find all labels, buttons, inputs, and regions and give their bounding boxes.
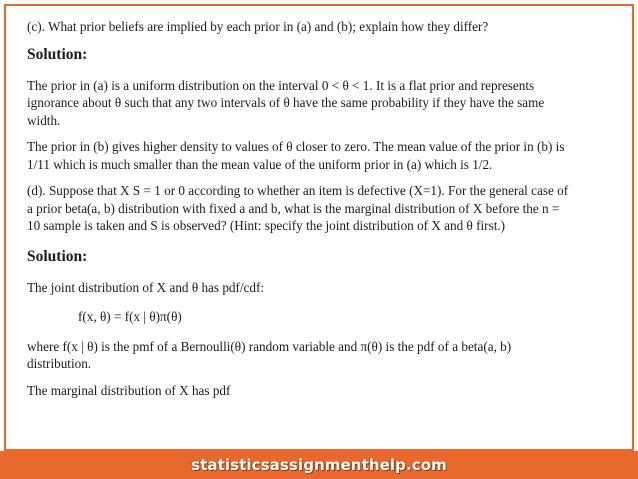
solution-heading-2: Solution: (27, 247, 88, 265)
footer-bar (0, 451, 638, 479)
solution-heading-1: Solution: (27, 45, 88, 63)
question-d-line-3: 10 sample is taken and S is observed? (Hint: specify the joint distribution of X and θ first.) (27, 218, 506, 233)
para-a-line-3: width. (27, 112, 61, 128)
question-c: (c). What prior beliefs are implied by each prior in (a) and (b); explain how they differ? (27, 19, 489, 34)
joint-formula: f(x, θ) = f(x | θ)π(θ) (78, 309, 182, 324)
para-a-line-2: ignorance about θ such that any two intervals of θ have the same probability if they have the same (27, 95, 545, 110)
where-line-1: where f(x | θ) is the pmf of a Bernoulli(θ) random variable and π(θ) is the pdf of a beta(a, b) (27, 338, 512, 354)
question-d-line-1: (d). Suppose that X S = 1 or 0 according to whether an item is defective (X=1). For the general case of (27, 183, 569, 198)
slide-content (27, 18, 617, 399)
footer-site-link[interactable]: statisticsassignmenthelp.com (191, 456, 447, 474)
where-line-2: distribution. (27, 356, 92, 371)
joint-distribution-line: The joint distribution of X and θ has pdf/cdf: (27, 279, 265, 295)
marginal-line: The marginal distribution of X has pdf (27, 382, 231, 398)
para-b-line-2: 1/11 which is much smaller than the mean value of the uniform prior in (a) which is 1/2. (27, 156, 493, 172)
question-d-line-2: a prior beta(a, b) distribution with fixed a and b, what is the marginal distribution of X before the n = (27, 200, 560, 216)
para-a-line-1: The prior in (a) is a uniform distribution on the interval 0 < θ < 1. It is a flat prior and represents (27, 77, 535, 93)
para-b-line-1: The prior in (b) gives higher density to values of θ closer to zero. The mean value of the prior in (b) is (27, 139, 565, 154)
